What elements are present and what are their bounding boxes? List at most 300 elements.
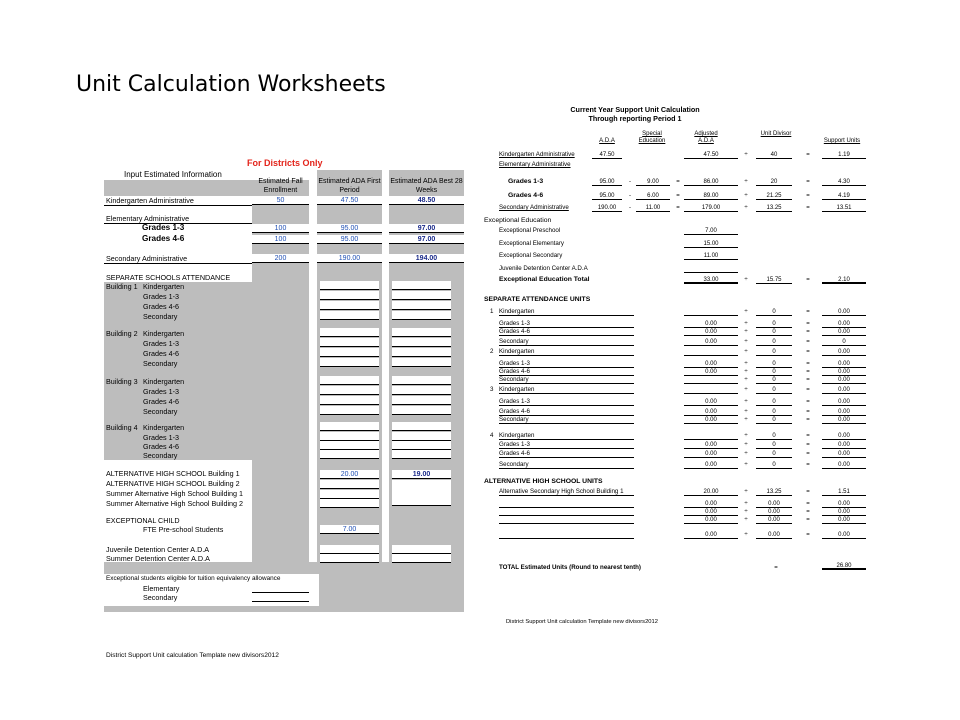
r-sep-row-div-op: ÷ bbox=[744, 339, 748, 345]
building-3-grades-4-6: Grades 4-6 bbox=[143, 397, 179, 406]
grades-4-6-ada28-cell[interactable]: 97.00 bbox=[389, 235, 464, 244]
r-sep-row-divisor: 0 bbox=[756, 450, 792, 458]
exceptional-child-label: EXCEPTIONAL CHILD bbox=[106, 516, 180, 525]
building-1-kindergarten: Kindergarten bbox=[143, 282, 185, 291]
r-alt-row-eq-op: = bbox=[806, 501, 810, 507]
r-sep-row-eq-op: = bbox=[806, 361, 810, 367]
col-head-adjusted-text: Adjusted A.D.A bbox=[694, 131, 718, 144]
r-sep-row-label: Kindergarten bbox=[499, 386, 634, 394]
summer-detention-label: Summer Detention Center A.D.A bbox=[106, 554, 210, 563]
r-sep-row-adj: 0.00 bbox=[684, 416, 738, 424]
grades-1-3-label: Grades 1-3 bbox=[142, 223, 185, 232]
r-sep-row-eq-op: = bbox=[806, 387, 810, 393]
b1-g46-ada28[interactable] bbox=[392, 301, 451, 310]
separate-schools-header: SEPARATE SCHOOLS ATTENDANCE bbox=[106, 273, 231, 282]
r-exc-elementary-label: Exceptional Elementary bbox=[499, 240, 565, 247]
tuition-secondary-label: Secondary bbox=[143, 593, 178, 602]
r-alt-row-label bbox=[499, 531, 634, 539]
r-exc-secondary-value: 11.00 bbox=[684, 252, 738, 260]
r-grades-4-6-label: Grades 4-6 bbox=[508, 192, 544, 199]
r-exc-total-eq-op: = bbox=[806, 277, 810, 283]
calc-title-2: Through reporting Period 1 bbox=[588, 114, 682, 123]
r-alt-row-label bbox=[499, 508, 634, 516]
col-head-ada1-text: Estimated ADA First Period bbox=[318, 178, 381, 194]
r-sec-ada: 190.00 bbox=[592, 204, 622, 212]
r-exc-juvenile-value bbox=[684, 265, 738, 273]
building-1-secondary: Secondary bbox=[143, 312, 178, 321]
r-alt-row-eq-op: = bbox=[806, 532, 810, 538]
col-head-ada bbox=[594, 138, 620, 145]
r-total-value: 26.80 bbox=[822, 562, 866, 570]
building-2-kindergarten: Kindergarten bbox=[143, 329, 185, 338]
tuition-secondary-cell[interactable] bbox=[252, 593, 309, 602]
r-sep-row-eq-op: = bbox=[806, 442, 810, 448]
r-sep-row-eq-op: = bbox=[806, 451, 810, 457]
r-exc-preschool-label: Exceptional Preschool bbox=[499, 227, 561, 234]
r-sep-row-units: 0.00 bbox=[822, 360, 866, 368]
r-total-eq: = bbox=[774, 565, 778, 571]
r-exceptional-header: Exceptional Education bbox=[484, 217, 552, 224]
r-alt-row-adj: 0.00 bbox=[684, 500, 738, 508]
r-sep-row-adj bbox=[684, 376, 738, 384]
b4-g13-ada1[interactable] bbox=[320, 432, 379, 441]
fte-preschool-cell[interactable]: 7.00 bbox=[320, 525, 379, 534]
r-sep-row-eq-op: = bbox=[806, 329, 810, 335]
summer-alt-hs-2-ada1[interactable] bbox=[320, 499, 379, 508]
r-exc-total-units: 2.10 bbox=[822, 276, 866, 284]
r-sep-row-divisor: 0 bbox=[756, 416, 792, 424]
r-g46-ada: 95.00 bbox=[592, 192, 622, 200]
grades-4-6-label: Grades 4-6 bbox=[142, 234, 185, 243]
r-sep-row-divisor: 0 bbox=[756, 386, 792, 394]
r-sep-row-divisor: 0 bbox=[756, 441, 792, 449]
building-3-grades-1-3: Grades 1-3 bbox=[143, 387, 179, 396]
r-alt-row-div-op: ÷ bbox=[744, 532, 748, 538]
building-4-name: Building 4 bbox=[106, 423, 138, 432]
r-sep-row-div-op: ÷ bbox=[744, 387, 748, 393]
r-kindergarten-divisor: 40 bbox=[756, 151, 792, 159]
r-sep-row-divisor: 0 bbox=[756, 308, 792, 316]
col-head-divisor bbox=[756, 131, 796, 138]
r-footer-note: District Support Unit calculation Template new divisors2012 bbox=[506, 619, 658, 625]
r-sep-row-div-op: ÷ bbox=[744, 369, 748, 375]
b2-g13-ada28[interactable] bbox=[392, 338, 451, 347]
r-alt-row-label bbox=[499, 516, 634, 524]
alt-hs-2-label: ALTERNATIVE HIGH SCHOOL Building 2 bbox=[106, 479, 240, 488]
secondary-admin-label: Secondary Administrative bbox=[106, 254, 188, 263]
b4-k-ada28[interactable] bbox=[392, 422, 451, 431]
building-1-grades-1-3: Grades 1-3 bbox=[143, 292, 179, 301]
districts-only-title: For Districts Only bbox=[247, 158, 323, 168]
r-sep-row-units: 0.00 bbox=[822, 328, 866, 336]
r-sep-group-number: 4 bbox=[490, 432, 494, 439]
r-sep-row-adj bbox=[684, 432, 738, 440]
alt-hs-1-ada1[interactable]: 20.00 bbox=[320, 470, 379, 479]
r-sep-row-eq-op: = bbox=[806, 433, 810, 439]
r-alt-row-units: 0.00 bbox=[822, 531, 866, 539]
r-total-label: TOTAL Estimated Units (Round to nearest tenth) bbox=[499, 564, 641, 571]
summer-alt-hs-1-label: Summer Alternative High School Building 1 bbox=[106, 489, 244, 498]
left-footer-note: District Support Unit calculation Template new divisors2012 bbox=[106, 652, 279, 659]
r-sep-row-label: Grades 4-6 bbox=[499, 450, 634, 458]
r-alt-row-div-op: ÷ bbox=[744, 517, 748, 523]
kindergarten-admin-line bbox=[104, 205, 252, 206]
r-g13-eq: = bbox=[676, 179, 680, 185]
r-sep-row-adj: 0.00 bbox=[684, 360, 738, 368]
b1-sec-ada1[interactable] bbox=[320, 311, 379, 320]
r-g46-divisor: 21.25 bbox=[756, 192, 792, 200]
r-sep-row-label: Kindergarten bbox=[499, 308, 634, 316]
r-sep-row-label: Secondary bbox=[499, 376, 634, 384]
r-sep-row-eq-op: = bbox=[806, 377, 810, 383]
building-4-kindergarten: Kindergarten bbox=[143, 423, 185, 432]
r-secondary-label: Secondary Administrative bbox=[499, 204, 569, 211]
r-sep-row-adj: 0.00 bbox=[684, 328, 738, 336]
r-sep-row-label: Secondary bbox=[499, 338, 634, 346]
building-4-secondary: Secondary bbox=[143, 451, 178, 460]
r-g46-div-op: ÷ bbox=[744, 193, 748, 199]
r-alt-row-adj: 20.00 bbox=[684, 488, 738, 496]
alt-hs-1-ada28[interactable]: 19.00 bbox=[392, 470, 451, 479]
r-sep-row-div-op: ÷ bbox=[744, 361, 748, 367]
r-sec-sped: 11.00 bbox=[636, 204, 670, 212]
col-head-support-units bbox=[817, 138, 867, 145]
r-sep-row-adj: 0.00 bbox=[684, 450, 738, 458]
r-g46-sped: 6.00 bbox=[636, 192, 670, 200]
b3-sec-ada1[interactable] bbox=[320, 406, 379, 415]
r-alt-row-eq-op: = bbox=[806, 517, 810, 523]
b2-g13-ada1[interactable] bbox=[320, 338, 379, 347]
r-sep-row-label: Grades 1-3 bbox=[499, 398, 634, 406]
grades-1-3-ada1-cell[interactable]: 95.00 bbox=[317, 224, 382, 233]
input-header-bg bbox=[104, 180, 252, 196]
r-sep-row-adj: 0.00 bbox=[684, 398, 738, 406]
r-alt-row-units: 0.00 bbox=[822, 516, 866, 524]
r-exc-elementary-value: 15.00 bbox=[684, 240, 738, 248]
r-sec-eq-op: = bbox=[806, 205, 810, 211]
r-alt-row-units: 0.00 bbox=[822, 500, 866, 508]
col-head-ada1 bbox=[317, 178, 382, 195]
r-alt-row-div-op: ÷ bbox=[744, 509, 748, 515]
b4-g46-ada28[interactable] bbox=[392, 441, 451, 450]
summer-detention-cell[interactable] bbox=[320, 554, 379, 563]
r-sep-row-adj: 0.00 bbox=[684, 441, 738, 449]
r-alt-row-div-op: ÷ bbox=[744, 489, 748, 495]
summer-detention-cell-2[interactable] bbox=[392, 554, 451, 563]
r-sep-row-divisor: 0 bbox=[756, 338, 792, 346]
r-sep-row-div-op: ÷ bbox=[744, 462, 748, 468]
r-kindergarten-adj: 47.50 bbox=[684, 151, 738, 159]
b2-g46-ada1[interactable] bbox=[320, 348, 379, 357]
r-g46-eq-op: = bbox=[806, 193, 810, 199]
r-sep-row-divisor: 0 bbox=[756, 348, 792, 356]
r-sep-row-units: 0.00 bbox=[822, 461, 866, 469]
r-sep-row-divisor: 0 bbox=[756, 432, 792, 440]
r-sep-row-units: 0.00 bbox=[822, 348, 866, 356]
r-sep-row-div-op: ÷ bbox=[744, 309, 748, 315]
b2-k-ada28[interactable] bbox=[392, 328, 451, 337]
r-sep-row-label: Secondary bbox=[499, 461, 634, 469]
r-alt-row-label: Alternative Secondary High School Building 1 bbox=[499, 488, 634, 496]
summer-alt-hs-1-ada1[interactable] bbox=[320, 490, 379, 499]
r-sep-row-eq-op: = bbox=[806, 339, 810, 345]
r-sep-row-eq-op: = bbox=[806, 462, 810, 468]
building-2-grades-1-3: Grades 1-3 bbox=[143, 339, 179, 348]
r-exc-juvenile-label: Juvenile Detention Center A.D.A bbox=[499, 265, 588, 272]
r-sep-row-adj: 0.00 bbox=[684, 320, 738, 328]
r-sep-row-label: Kindergarten bbox=[499, 432, 634, 440]
r-g46-minus: - bbox=[629, 193, 631, 199]
b3-g13-ada28[interactable] bbox=[392, 386, 451, 395]
r-sep-row-units: 0.00 bbox=[822, 432, 866, 440]
b3-k-ada1[interactable] bbox=[320, 376, 379, 385]
col-head-special-ed-text: Special Education bbox=[638, 131, 666, 144]
r-sep-row-div-op: ÷ bbox=[744, 409, 748, 415]
r-sep-row-div-op: ÷ bbox=[744, 433, 748, 439]
r-sep-row-eq-op: = bbox=[806, 399, 810, 405]
r-alt-row-divisor: 0.00 bbox=[756, 516, 792, 524]
r-sec-divisor: 13.25 bbox=[756, 204, 792, 212]
b1-k-ada28[interactable] bbox=[392, 281, 451, 290]
r-sep-group-number: 2 bbox=[490, 348, 494, 355]
b1-g46-ada1[interactable] bbox=[320, 301, 379, 310]
r-sep-row-eq-op: = bbox=[806, 417, 810, 423]
r-sep-row-divisor: 0 bbox=[756, 368, 792, 376]
alt-hs-1-label: ALTERNATIVE HIGH SCHOOL Building 1 bbox=[106, 469, 240, 478]
r-sep-row-div-op: ÷ bbox=[744, 377, 748, 383]
col-head-ada-text: A.D.A bbox=[599, 138, 615, 144]
r-sep-row-divisor: 0 bbox=[756, 328, 792, 336]
r-exc-total-label: Exceptional Education Total bbox=[499, 276, 590, 283]
r-separate-header: SEPARATE ATTENDANCE UNITS bbox=[484, 296, 591, 303]
b2-sec-ada28[interactable] bbox=[392, 358, 451, 367]
r-alt-row-label bbox=[499, 500, 634, 508]
col-head-divisor-text: Unit Divisor bbox=[760, 131, 792, 137]
input-column-bg-1 bbox=[252, 180, 309, 612]
building-2-name: Building 2 bbox=[106, 329, 138, 338]
r-sec-adj: 179.00 bbox=[684, 204, 738, 212]
r-kindergarten-eq-op: = bbox=[806, 152, 810, 158]
r-alt-row-eq-op: = bbox=[806, 509, 810, 515]
b1-g13-ada28[interactable] bbox=[392, 291, 451, 300]
building-4-grades-1-3: Grades 1-3 bbox=[143, 433, 179, 442]
b3-sec-ada28[interactable] bbox=[392, 406, 451, 415]
kindergarten-ada1-cell[interactable]: 47.50 bbox=[317, 196, 382, 205]
r-g13-adj: 86.00 bbox=[684, 178, 738, 186]
r-sep-row-eq-op: = bbox=[806, 349, 810, 355]
building-1-name: Building 1 bbox=[106, 282, 138, 291]
r-sep-row-adj bbox=[684, 308, 738, 316]
r-sep-row-div-op: ÷ bbox=[744, 321, 748, 327]
r-sec-eq: = bbox=[676, 205, 680, 211]
alt-hs-2-ada1[interactable] bbox=[320, 480, 379, 489]
r-elementary-label: Elementary Administrative bbox=[499, 161, 571, 168]
r-g13-divisor: 20 bbox=[756, 178, 792, 186]
r-exc-total-adj: 33.00 bbox=[684, 276, 738, 284]
col-head-adjusted bbox=[686, 131, 726, 145]
r-alt-row-eq-op: = bbox=[806, 489, 810, 495]
b2-g46-ada28[interactable] bbox=[392, 348, 451, 357]
r-sep-row-divisor: 0 bbox=[756, 360, 792, 368]
r-sep-row-adj: 0.00 bbox=[684, 368, 738, 376]
b1-k-ada1[interactable] bbox=[320, 281, 379, 290]
r-alt-row-divisor: 0.00 bbox=[756, 531, 792, 539]
r-sep-row-label: Grades 4-6 bbox=[499, 328, 634, 336]
alt-hs-2-ada28[interactable] bbox=[392, 480, 451, 506]
r-sep-row-label: Grades 4-6 bbox=[499, 408, 634, 416]
b4-sec-ada28[interactable] bbox=[392, 450, 451, 459]
b4-sec-ada1[interactable] bbox=[320, 450, 379, 459]
juvenile-detention-cell[interactable] bbox=[320, 545, 379, 554]
r-exc-preschool-value: 7.00 bbox=[684, 227, 738, 235]
building-2-grades-4-6: Grades 4-6 bbox=[143, 349, 179, 358]
r-sep-row-units: 0.00 bbox=[822, 416, 866, 424]
r-sep-row-div-op: ÷ bbox=[744, 349, 748, 355]
support-unit-calculation-worksheet bbox=[484, 100, 874, 640]
r-sep-row-adj bbox=[684, 348, 738, 356]
r-sep-row-eq-op: = bbox=[806, 409, 810, 415]
r-alt-row-divisor: 0.00 bbox=[756, 500, 792, 508]
r-sep-row-label: Grades 1-3 bbox=[499, 441, 634, 449]
r-sep-row-label: Grades 1-3 bbox=[499, 360, 634, 368]
secondary-fall-cell[interactable]: 200 bbox=[252, 254, 309, 263]
r-kindergarten-ada: 47.50 bbox=[592, 151, 622, 159]
r-exc-secondary-label: Exceptional Secondary bbox=[499, 252, 563, 259]
r-grades-1-3-label: Grades 1-3 bbox=[508, 178, 544, 185]
r-sep-row-eq-op: = bbox=[806, 369, 810, 375]
r-sep-row-units: 0.00 bbox=[822, 441, 866, 449]
b2-sec-ada1[interactable] bbox=[320, 358, 379, 367]
r-alt-row-adj: 0.00 bbox=[684, 508, 738, 516]
r-sep-row-units: 0.00 bbox=[822, 450, 866, 458]
r-sep-row-adj: 0.00 bbox=[684, 461, 738, 469]
r-sep-row-div-op: ÷ bbox=[744, 399, 748, 405]
r-sep-row-units: 0.00 bbox=[822, 320, 866, 328]
r-kindergarten-div-op: ÷ bbox=[744, 152, 748, 158]
summer-alt-hs-2-label: Summer Alternative High School Building 2 bbox=[106, 499, 244, 508]
r-alt-row-divisor: 13.25 bbox=[756, 488, 792, 496]
r-alt-row-div-op: ÷ bbox=[744, 501, 748, 507]
r-sep-row-units: 0.00 bbox=[822, 376, 866, 384]
building-1-grades-4-6: Grades 4-6 bbox=[143, 302, 179, 311]
b4-k-ada1[interactable] bbox=[320, 422, 379, 431]
building-2-secondary: Secondary bbox=[143, 359, 178, 368]
r-g13-ada: 95.00 bbox=[592, 178, 622, 186]
r-exc-total-divisor: 15.75 bbox=[756, 276, 792, 284]
elementary-admin-label: Elementary Administrative bbox=[106, 214, 190, 223]
b2-k-ada1[interactable] bbox=[320, 328, 379, 337]
kindergarten-admin-label: Kindergarten Administrative bbox=[106, 196, 194, 205]
b3-g46-ada28[interactable] bbox=[392, 396, 451, 405]
r-sep-row-units: 0.00 bbox=[822, 408, 866, 416]
r-g13-eq-op: = bbox=[806, 179, 810, 185]
r-sep-row-divisor: 0 bbox=[756, 320, 792, 328]
r-g46-units: 4.19 bbox=[822, 192, 866, 200]
slide-title: Unit Calculation Worksheets bbox=[76, 72, 386, 97]
tuition-elementary-cell[interactable] bbox=[252, 584, 309, 593]
col-head-ada28-text: Estimated ADA Best 28 Weeks bbox=[390, 178, 463, 194]
building-4-grades-4-6: Grades 4-6 bbox=[143, 442, 179, 451]
r-kindergarten-units: 1.19 bbox=[822, 151, 866, 159]
r-g13-sped: 9.00 bbox=[636, 178, 670, 186]
building-3-name: Building 3 bbox=[106, 377, 138, 386]
r-sep-row-eq-op: = bbox=[806, 321, 810, 327]
tuition-header: Exceptional students eligible for tuition equivalency allowance bbox=[106, 575, 281, 582]
col-head-fall bbox=[252, 178, 309, 195]
secondary-admin-line bbox=[104, 263, 252, 264]
r-alt-header: ALTERNATIVE HIGH SCHOOL UNITS bbox=[484, 478, 603, 485]
r-sep-row-label: Kindergarten bbox=[499, 348, 634, 356]
r-alt-row-adj: 0.00 bbox=[684, 531, 738, 539]
secondary-ada28-cell[interactable]: 194.00 bbox=[389, 254, 464, 263]
r-sep-row-units: 0.00 bbox=[822, 308, 866, 316]
b3-g46-ada1[interactable] bbox=[320, 396, 379, 405]
r-sec-minus: - bbox=[629, 205, 631, 211]
b3-g13-ada1[interactable] bbox=[320, 386, 379, 395]
r-g46-eq: = bbox=[676, 193, 680, 199]
r-sep-row-adj: 0.00 bbox=[684, 408, 738, 416]
juvenile-detention-cell-2[interactable] bbox=[392, 545, 451, 554]
b1-sec-ada28[interactable] bbox=[392, 311, 451, 320]
r-sep-row-div-op: ÷ bbox=[744, 329, 748, 335]
b4-g13-ada28[interactable] bbox=[392, 432, 451, 441]
kindergarten-fall-cell[interactable]: 50 bbox=[252, 196, 309, 205]
building-3-kindergarten: Kindergarten bbox=[143, 377, 185, 386]
b4-g46-ada1[interactable] bbox=[320, 441, 379, 450]
r-sep-group-number: 1 bbox=[490, 308, 494, 315]
r-sep-row-units: 0.00 bbox=[822, 398, 866, 406]
r-sep-row-units: 0.00 bbox=[822, 386, 866, 394]
r-sep-row-units: 0.00 bbox=[822, 368, 866, 376]
r-alt-row-divisor: 0.00 bbox=[756, 508, 792, 516]
r-sep-row-div-op: ÷ bbox=[744, 442, 748, 448]
building-3-secondary: Secondary bbox=[143, 407, 178, 416]
col-head-support-units-text: Support Units bbox=[823, 138, 861, 144]
r-sep-row-label: Secondary bbox=[499, 416, 634, 424]
r-sep-row-eq-op: = bbox=[806, 309, 810, 315]
grades-4-6-ada1-cell[interactable]: 95.00 bbox=[317, 235, 382, 244]
r-g13-minus: - bbox=[629, 179, 631, 185]
r-sep-row-label: Grades 1-3 bbox=[499, 320, 634, 328]
r-sep-row-divisor: 0 bbox=[756, 376, 792, 384]
grades-1-3-fall-cell[interactable]: 100 bbox=[252, 224, 309, 233]
grades-4-6-fall-cell[interactable]: 100 bbox=[252, 235, 309, 244]
r-alt-row-adj: 0.00 bbox=[684, 516, 738, 524]
r-sep-row-divisor: 0 bbox=[756, 398, 792, 406]
r-sep-row-label: Grades 4-6 bbox=[499, 368, 634, 376]
kindergarten-ada28-cell[interactable]: 48.50 bbox=[389, 196, 464, 205]
tuition-elementary-label: Elementary bbox=[143, 584, 180, 593]
r-sep-row-adj bbox=[684, 386, 738, 394]
b3-k-ada28[interactable] bbox=[392, 376, 451, 385]
col-head-ada28 bbox=[389, 178, 464, 195]
r-g46-adj: 89.00 bbox=[684, 192, 738, 200]
secondary-ada1-cell[interactable]: 190.00 bbox=[317, 254, 382, 263]
col-head-special-ed bbox=[634, 131, 670, 145]
r-sep-row-div-op: ÷ bbox=[744, 417, 748, 423]
r-kindergarten-label: Kindergarten Administrative bbox=[499, 151, 575, 158]
r-sec-div-op: ÷ bbox=[744, 205, 748, 211]
b1-g13-ada1[interactable] bbox=[320, 291, 379, 300]
grades-1-3-ada28-cell[interactable]: 97.00 bbox=[389, 224, 464, 233]
r-exc-total-div-op: ÷ bbox=[744, 277, 748, 283]
district-input-worksheet bbox=[104, 150, 464, 612]
input-header: Input Estimated Information bbox=[124, 170, 222, 179]
r-sec-units: 13.51 bbox=[822, 204, 866, 212]
fte-preschool-label: FTE Pre-school Students bbox=[143, 525, 224, 534]
r-alt-row-units: 0.00 bbox=[822, 508, 866, 516]
col-head-fall-text: Estimated Fall Enrollment bbox=[258, 178, 303, 194]
